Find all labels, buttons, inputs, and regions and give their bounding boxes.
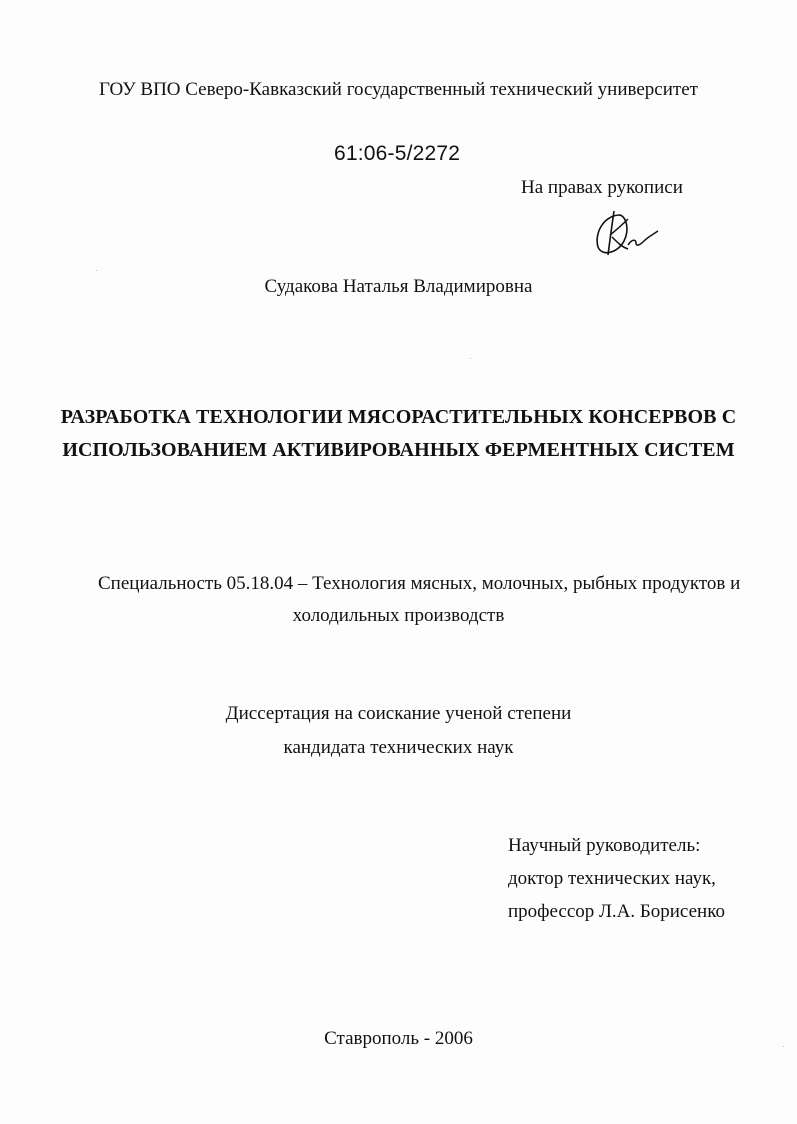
city-year: Ставрополь - 2006 [324,1028,473,1049]
scan-speck [470,358,471,359]
scan-speck [96,270,97,271]
signature-icon [590,205,662,261]
catalog-code: 61:06-5/2272 [334,142,461,165]
university-name: ГОУ ВПО Северо-Кавказский государственный технический университет [99,79,698,100]
supervisor-label: Научный руководитель: [508,835,701,856]
author-name: Судакова Наталья Владимировна [264,276,533,297]
supervisor-name: профессор Л.А. Борисенко [508,901,725,922]
dissertation-title-line-1: РАЗРАБОТКА ТЕХНОЛОГИИ МЯСОРАСТИТЕЛЬНЫХ КОНСЕРВОВ С [60,406,737,428]
supervisor-degree: доктор технических наук, [508,868,716,889]
degree-line-1: Диссертация на соискание ученой степени [225,703,572,724]
rights-note: На правах рукописи [521,177,683,198]
degree-line-2: кандидата технических наук [283,737,514,758]
specialty-line-2: холодильных производств [292,605,505,626]
dissertation-title-line-2: ИСПОЛЬЗОВАНИЕМ АКТИВИРОВАННЫХ ФЕРМЕНТНЫХ СИСТЕМ [62,439,735,461]
specialty-line-1: Специальность 05.18.04 – Технология мясных, молочных, рыбных продуктов и [98,573,741,594]
scan-speck [783,1046,784,1047]
